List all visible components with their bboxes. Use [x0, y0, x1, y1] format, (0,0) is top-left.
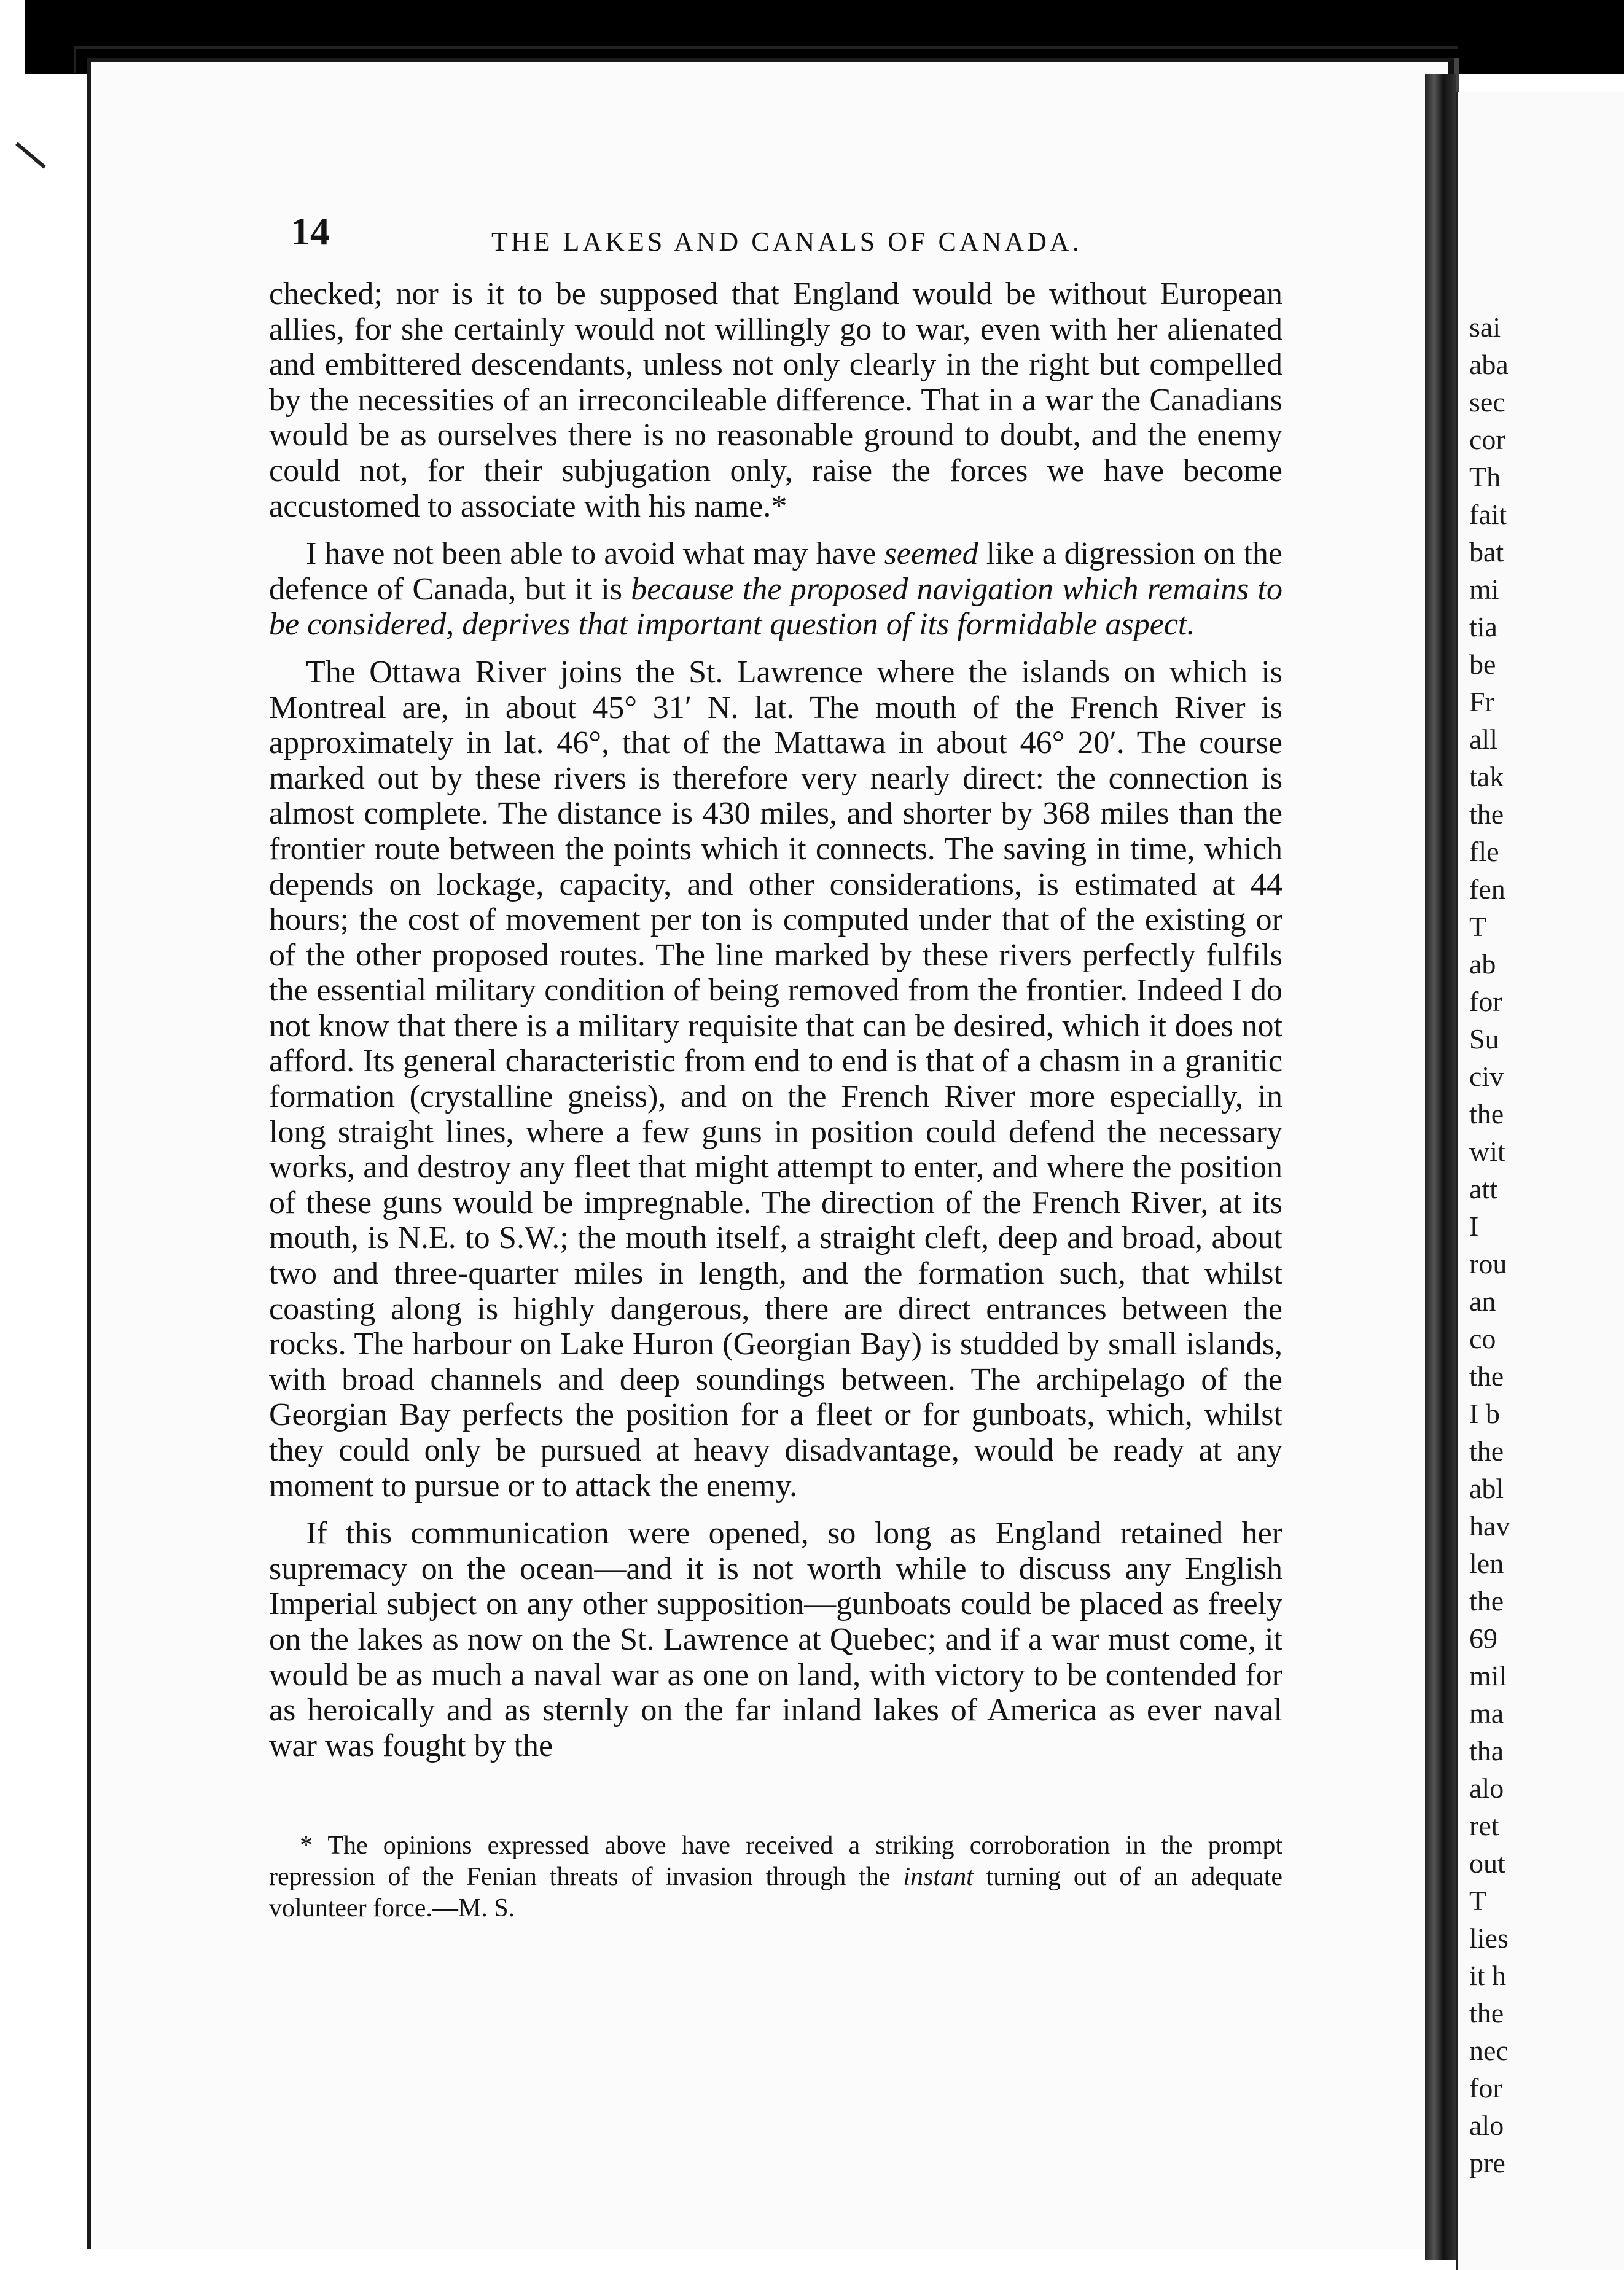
facing-page-fragment: bat [1469, 536, 1504, 568]
facing-page-fragment: sec [1469, 386, 1505, 418]
facing-page-fragment: fait [1469, 499, 1507, 530]
facing-page [1456, 92, 1624, 2270]
facing-page-fragment: 69 [1469, 1623, 1497, 1654]
facing-page-fragment: T [1469, 911, 1487, 942]
footnote-italic: instant [903, 1863, 974, 1891]
facing-page-fragment: ret [1469, 1810, 1499, 1841]
running-title: THE LAKES AND CANALS OF CANADA. [491, 227, 1082, 257]
facing-page-fragment: it h [1469, 1960, 1507, 1991]
paragraph-2-text-b: like a digression on the defence of Canada, but it is [269, 536, 1282, 607]
facing-page-fragment: cor [1469, 424, 1505, 455]
facing-page-fragment: alo [1469, 2110, 1504, 2141]
facing-page-fragment: I [1469, 1211, 1479, 1242]
paragraph-2-italic-a: seemed [884, 536, 978, 572]
facing-page-fragment: aba [1469, 349, 1509, 380]
facing-page-fragment: fen [1469, 873, 1505, 905]
facing-page-fragment: the [1469, 1098, 1504, 1129]
facing-page-fragment: mi [1469, 574, 1499, 605]
facing-page-fragment: the [1469, 1997, 1504, 2029]
facing-page-fragment: rou [1469, 1248, 1507, 1279]
facing-page-fragment: tia [1469, 611, 1497, 642]
facing-page-fragment: for [1469, 986, 1502, 1017]
facing-page-fragment: out [1469, 1847, 1505, 1879]
facing-page-fragment: hav [1469, 1510, 1510, 1542]
facing-page-fragment: for [1469, 2072, 1502, 2104]
facing-page-fragment: sai [1469, 311, 1501, 343]
facing-page-fragment: wit [1469, 1136, 1505, 1167]
book-gutter [1425, 74, 1456, 2260]
facing-page-fragment: all [1469, 724, 1497, 755]
paragraph-2-italic-b: because the proposed navigation which remains to be considered, deprives that important question of its formidable aspect. [269, 571, 1282, 642]
facing-page-fragment: I b [1469, 1398, 1500, 1429]
facing-page-fragment: an [1469, 1285, 1496, 1317]
paragraph-4: If this communication were opened, so long as England retained her supremacy on the ocean—and it is not worth while to discuss any English Imperial subject on any other supposition—gunboats could be placed as freely on the lakes as now on the St. Lawrence at Quebec; and if a war must come, it would be as much a naval war as one on land, with victory to be contended for as heroically and as sternly on the far inland lakes of America as ever naval war was fought by the [269, 1516, 1282, 1763]
facing-page-fragment: Su [1469, 1023, 1499, 1055]
facing-page-fragment: the [1469, 1435, 1504, 1467]
page-body [269, 276, 1282, 1763]
facing-page-fragment: be [1469, 649, 1496, 680]
facing-page-fragment: the [1469, 1360, 1504, 1392]
scan-border-left [0, 0, 25, 2270]
paragraph-2 [269, 536, 1282, 642]
facing-page-fragment: the [1469, 1585, 1504, 1617]
facing-page-fragment: the [1469, 798, 1504, 830]
facing-page-fragment: ma [1469, 1698, 1504, 1729]
paragraph-1: checked; nor is it to be supposed that England would be without European allies, for she certainly would not willingly go to war, even with her alienated and embittered descendants, unless not only clearly in the right but compelled by the necessities of an irreconcileable difference. That in a war the Canadians would be as ourselves there is no reasonable ground to doubt, and the enemy could not, for their subjugation only, raise the forces we have become accustomed to associate with his name.* [269, 276, 1282, 524]
facing-page-fragment: Th [1469, 461, 1501, 493]
paragraph-3: The Ottawa River joins the St. Lawrence where the islands on which is Montreal are, in about 45° 31′ N. lat. The mouth of the French River is approximately in lat. 46°, that of the Mattawa in about 46° 20′. The course marked out by these rivers is therefore very nearly direct: the connection is almost complete. The distance is 430 miles, and shorter by 368 miles than the frontier route between the points which it connects. The saving in time, which depends on lockage, capacity, and other considerations, is estimated at 44 hours; the cost of movement per ton is computed under that of the existing or of the other proposed routes. The line marked by these rivers perfectly fulfils the essential military condition of being removed from the frontier. Indeed I do not know that there is a military requisite that can be desired, which it does not afford. Its general characteristic from end to end is that of a chasm in a granitic formation (crystalline gneiss), and on the French River more especially, in long straight lines, where a few guns in position could defend the necessary works, and destroy any fleet that might attempt to enter, and where the position of these guns would be impregnable. The direction of the French River, at its mouth, is N.E. to S.W.; the mouth itself, a straight cleft, deep and broad, about two and three-quarter miles in length, and the formation such, that whilst coasting along is highly dangerous, there are direct entrances between the rocks. The harbour on Lake Huron (Georgian Bay) is studded by small islands, with broad channels and deep soundings between. The archipelago of the Georgian Bay perfects the position for a fleet or for gunboats, which, whilst they could only be pursued at heavy disadvantage, would be ready at any moment to pursue or to attack the enemy. [269, 654, 1282, 1504]
facing-page-fragment: tha [1469, 1735, 1504, 1766]
facing-page-fragment: abl [1469, 1473, 1504, 1504]
facing-page-fragment: pre [1469, 2147, 1505, 2178]
footnote-text-a: * The opinions expressed above have received a striking corroboration in the prompt repression of the Fenian threats of invasion through the [269, 1831, 1282, 1891]
facing-page-fragment: tak [1469, 761, 1504, 792]
facing-page-fragment: lies [1469, 1922, 1509, 1954]
facing-page-fragment: fle [1469, 836, 1499, 867]
scan-corner-mark [15, 142, 46, 168]
facing-page-fragment: ab [1469, 948, 1496, 980]
paragraph-2-text-a: I have not been able to avoid what may have [306, 536, 884, 572]
footnote [269, 1830, 1282, 1924]
facing-page-fragment: att [1469, 1173, 1497, 1204]
facing-page-fragment: civ [1469, 1061, 1504, 1092]
facing-page-fragment: co [1469, 1323, 1496, 1354]
page-number: 14 [291, 209, 330, 253]
facing-page-fragment: len [1469, 1548, 1504, 1579]
facing-page-fragment: mil [1469, 1660, 1507, 1691]
footnote-text-b: turning out of an adequate volunteer force.—M. S. [269, 1863, 1283, 1922]
facing-page-fragment: T [1469, 1885, 1487, 1916]
facing-page-fragment: nec [1469, 2035, 1509, 2066]
facing-page-fragment: Fr [1469, 686, 1494, 717]
facing-page-fragment: alo [1469, 1773, 1504, 1804]
